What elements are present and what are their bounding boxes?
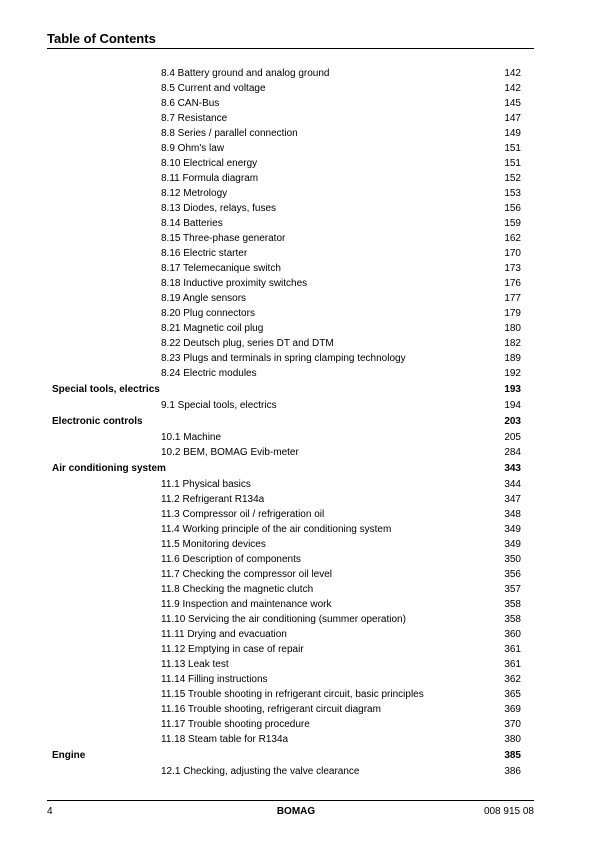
toc-entry-row[interactable] xyxy=(0,672,592,687)
toc-page-number: 193 xyxy=(504,384,521,395)
toc-page-number: 142 xyxy=(504,83,521,94)
toc-page-number: 369 xyxy=(504,704,521,715)
toc-entry-title: 8.18 Inductive proximity switches xyxy=(161,278,308,289)
toc-entry-title: 11.6 Description of components xyxy=(161,554,301,565)
toc-page-number: 347 xyxy=(504,494,521,505)
toc-page-number: 147 xyxy=(504,113,521,124)
toc-entry-title: 8.10 Electrical energy xyxy=(161,158,258,169)
toc-entry-row[interactable] xyxy=(0,81,592,96)
toc-page-number: 177 xyxy=(504,293,521,304)
toc-entry-title: 12.1 Checking, adjusting the valve clearance xyxy=(161,766,360,777)
toc-chapter-title: Air conditioning system xyxy=(52,463,166,474)
toc-chapter-row[interactable] xyxy=(0,381,592,398)
toc-entry-title: 11.11 Drying and evacuation xyxy=(161,629,287,640)
footer-brand: BOMAG xyxy=(276,806,316,817)
toc-page-number: 356 xyxy=(504,569,521,580)
toc-page-number: 142 xyxy=(504,68,521,79)
toc-entry-title: 8.4 Battery ground and analog ground xyxy=(161,68,330,79)
toc-entry-title: 11.18 Steam table for R134a xyxy=(161,734,289,745)
toc-page-number: 151 xyxy=(504,143,521,154)
toc-page-number: 149 xyxy=(504,128,521,139)
toc-entry-row[interactable] xyxy=(0,552,592,567)
toc-entry-title: 11.10 Servicing the air conditioning (summer operation) xyxy=(161,614,406,625)
toc-entry-title: 8.8 Series / parallel connection xyxy=(161,128,298,139)
toc-page-number: 284 xyxy=(504,447,521,458)
toc-page-number: 348 xyxy=(504,509,521,520)
toc-page-number: 343 xyxy=(504,463,521,474)
toc-entry-row[interactable] xyxy=(0,642,592,657)
toc-entry-row[interactable] xyxy=(0,171,592,186)
toc-entry-row[interactable] xyxy=(0,66,592,81)
footer-page-number: 4 xyxy=(47,806,53,817)
toc-page-number: 170 xyxy=(504,248,521,259)
toc-page-number: 344 xyxy=(504,479,521,490)
toc-page-number: 362 xyxy=(504,674,521,685)
toc-entry-title: 8.22 Deutsch plug, series DT and DTM xyxy=(161,338,334,349)
toc-entry-title: 8.21 Magnetic coil plug xyxy=(161,323,264,334)
toc-page-number: 358 xyxy=(504,599,521,610)
toc-entry-title: 9.1 Special tools, electrics xyxy=(161,400,277,411)
toc-entry-title: 8.7 Resistance xyxy=(161,113,228,124)
toc-entry-row[interactable] xyxy=(0,582,592,597)
toc-entry-title: 11.9 Inspection and maintenance work xyxy=(161,599,332,610)
toc-page-number: 350 xyxy=(504,554,521,565)
toc-chapter-row[interactable] xyxy=(0,460,592,477)
toc-entry-title: 11.5 Monitoring devices xyxy=(161,539,266,550)
toc-entry-row[interactable] xyxy=(0,612,592,627)
toc-chapter-title: Engine xyxy=(52,750,86,761)
toc-entry-title: 8.13 Diodes, relays, fuses xyxy=(161,203,277,214)
toc-page-number: 361 xyxy=(504,644,521,655)
toc-entry-title: 8.16 Electric starter xyxy=(161,248,248,259)
toc-page-number: 349 xyxy=(504,539,521,550)
toc-page-number: 194 xyxy=(504,400,521,411)
toc-entry-row[interactable] xyxy=(0,336,592,351)
toc-entry-row[interactable] xyxy=(0,627,592,642)
toc-entry-title: 11.13 Leak test xyxy=(161,659,229,670)
toc-entry-row[interactable] xyxy=(0,321,592,336)
toc-page-number: 357 xyxy=(504,584,521,595)
toc-entry-title: 11.2 Refrigerant R134a xyxy=(161,494,265,505)
toc-entry-row[interactable] xyxy=(0,141,592,156)
toc-page-number: 179 xyxy=(504,308,521,319)
toc-entry-row[interactable] xyxy=(0,126,592,141)
toc-chapter-row[interactable] xyxy=(0,413,592,430)
toc-entry-row[interactable] xyxy=(0,216,592,231)
toc-entry-title: 11.16 Trouble shooting, refrigerant circuit diagram xyxy=(161,704,381,715)
toc-entry-title: 8.14 Batteries xyxy=(161,218,223,229)
toc-entry-title: 11.17 Trouble shooting procedure xyxy=(161,719,310,730)
toc-entry-title: 11.7 Checking the compressor oil level xyxy=(161,569,333,580)
toc-entry-row[interactable] xyxy=(0,567,592,582)
toc-chapter-title: Special tools, electrics xyxy=(52,384,160,395)
toc-page-number: 380 xyxy=(504,734,521,745)
toc-entry-row[interactable] xyxy=(0,522,592,537)
toc-entry-title: 8.19 Angle sensors xyxy=(161,293,247,304)
toc-page-number: 173 xyxy=(504,263,521,274)
toc-chapter-row[interactable] xyxy=(0,747,592,764)
toc-entry-title: 11.3 Compressor oil / refrigeration oil xyxy=(161,509,325,520)
toc-page-number: 358 xyxy=(504,614,521,625)
toc-entry-title: 8.12 Metrology xyxy=(161,188,228,199)
table-of-contents xyxy=(0,66,592,779)
toc-entry-title: 11.12 Emptying in case of repair xyxy=(161,644,304,655)
toc-page-number: 361 xyxy=(504,659,521,670)
toc-entry-row[interactable] xyxy=(0,366,592,381)
toc-entry-title: 8.20 Plug connectors xyxy=(161,308,255,319)
toc-page-number: 386 xyxy=(504,766,521,777)
toc-entry-row[interactable] xyxy=(0,445,592,460)
toc-entry-row[interactable] xyxy=(0,702,592,717)
toc-entry-row[interactable] xyxy=(0,156,592,171)
toc-entry-row[interactable] xyxy=(0,351,592,366)
toc-entry-title: 8.24 Electric modules xyxy=(161,368,257,379)
toc-page-number: 145 xyxy=(504,98,521,109)
toc-page-number: 189 xyxy=(504,353,521,364)
toc-page-number: 370 xyxy=(504,719,521,730)
toc-entry-row[interactable] xyxy=(0,246,592,261)
toc-page-number: 349 xyxy=(504,524,521,535)
toc-entry-title: 11.8 Checking the magnetic clutch xyxy=(161,584,314,595)
toc-entry-row[interactable] xyxy=(0,306,592,321)
toc-entry-row[interactable] xyxy=(0,111,592,126)
toc-entry-row[interactable] xyxy=(0,687,592,702)
toc-entry-row[interactable] xyxy=(0,477,592,492)
toc-page-number: 151 xyxy=(504,158,521,169)
toc-entry-row[interactable] xyxy=(0,597,592,612)
toc-entry-title: 11.15 Trouble shooting in refrigerant circuit, basic principles xyxy=(161,689,424,700)
toc-entry-title: 10.2 BEM, BOMAG Evib-meter xyxy=(161,447,299,458)
toc-page-number: 182 xyxy=(504,338,521,349)
toc-entry-row[interactable] xyxy=(0,430,592,445)
toc-entry-row[interactable] xyxy=(0,398,592,413)
header-rule xyxy=(47,48,534,49)
toc-page-number: 152 xyxy=(504,173,521,184)
page-title: Table of Contents xyxy=(47,31,156,46)
toc-chapter-title: Electronic controls xyxy=(52,416,143,427)
toc-entry-row[interactable] xyxy=(0,261,592,276)
toc-page-number: 176 xyxy=(504,278,521,289)
toc-entry-row[interactable] xyxy=(0,732,592,747)
toc-page-number: 365 xyxy=(504,689,521,700)
toc-entry-title: 8.23 Plugs and terminals in spring clamping technology xyxy=(161,353,406,364)
toc-entry-row[interactable] xyxy=(0,231,592,246)
footer-rule xyxy=(47,800,534,801)
toc-page-number: 385 xyxy=(504,750,521,761)
toc-page-number: 360 xyxy=(504,629,521,640)
footer-doc-number: 008 915 08 xyxy=(483,806,534,817)
toc-entry-row[interactable] xyxy=(0,276,592,291)
toc-entry-row[interactable] xyxy=(0,717,592,732)
toc-entry-title: 11.4 Working principle of the air conditioning system xyxy=(161,524,392,535)
toc-entry-title: 8.9 Ohm's law xyxy=(161,143,225,154)
toc-page-number: 159 xyxy=(504,218,521,229)
toc-entry-row[interactable] xyxy=(0,186,592,201)
toc-entry-title: 8.6 CAN-Bus xyxy=(161,98,220,109)
toc-page-number: 205 xyxy=(504,432,521,443)
toc-entry-row[interactable] xyxy=(0,657,592,672)
toc-entry-row[interactable] xyxy=(0,492,592,507)
toc-entry-title: 8.15 Three-phase generator xyxy=(161,233,286,244)
toc-page-number: 203 xyxy=(504,416,521,427)
toc-page-number: 192 xyxy=(504,368,521,379)
toc-entry-title: 8.11 Formula diagram xyxy=(161,173,259,184)
toc-entry-title: 10.1 Machine xyxy=(161,432,222,443)
toc-entry-row[interactable] xyxy=(0,96,592,111)
toc-page-number: 156 xyxy=(504,203,521,214)
toc-entry-row[interactable] xyxy=(0,291,592,306)
toc-entry-row[interactable] xyxy=(0,764,592,779)
toc-entry-title: 8.17 Telemecanique switch xyxy=(161,263,281,274)
toc-entry-title: 11.14 Filling instructions xyxy=(161,674,268,685)
toc-entry-row[interactable] xyxy=(0,201,592,216)
toc-page-number: 162 xyxy=(504,233,521,244)
toc-entry-row[interactable] xyxy=(0,537,592,552)
toc-page-number: 180 xyxy=(504,323,521,334)
toc-entry-title: 11.1 Physical basics xyxy=(161,479,251,490)
toc-page-number: 153 xyxy=(504,188,521,199)
toc-entry-row[interactable] xyxy=(0,507,592,522)
toc-entry-title: 8.5 Current and voltage xyxy=(161,83,266,94)
